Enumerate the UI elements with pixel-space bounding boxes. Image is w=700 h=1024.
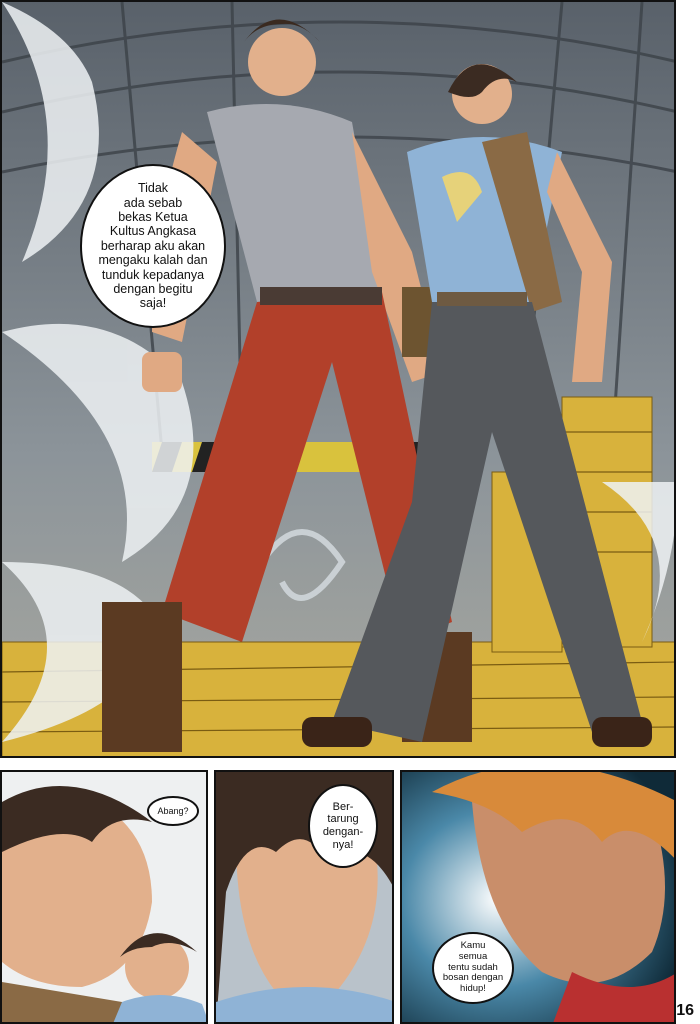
speech-bubble: Abang? (147, 796, 199, 826)
bottom-right-panel (400, 770, 676, 1024)
bottom-middle-panel (214, 770, 394, 1024)
speech-bubble: Tidak ada sebab bekas Ketua Kultus Angkasa berharap aku akan mengaku kalah dan tunduk kepadanya dengan begitu saja! (80, 164, 226, 328)
top-panel-art (2, 2, 676, 758)
page-number: 16 (676, 1002, 694, 1019)
speech-bubble: Kamu semua tentu sudah bosan dengan hidup! (432, 932, 514, 1004)
speech-bubble: Ber- tarung dengan- nya! (308, 784, 378, 868)
bottom-left-panel (0, 770, 208, 1024)
